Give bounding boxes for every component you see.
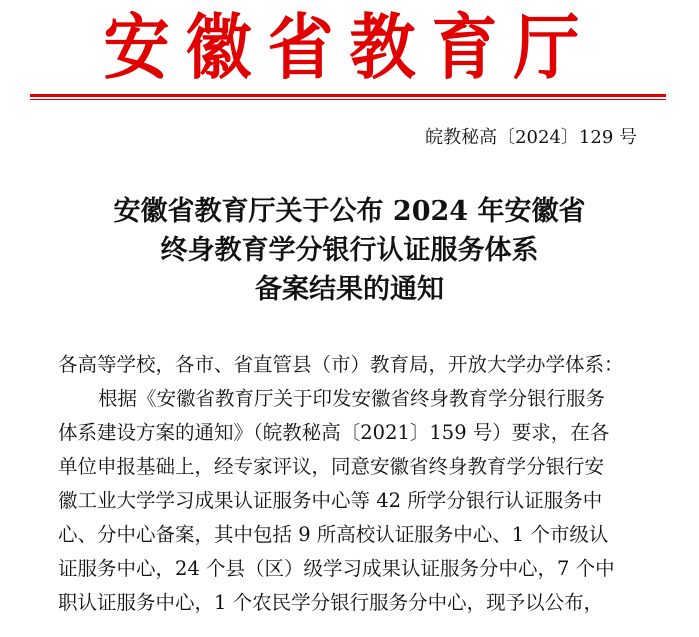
body-line: 根据《安徽省教育厅关于印发安徽省终身教育学分银行服务 bbox=[98, 387, 606, 410]
title-line-3: 备案结果的通知 bbox=[255, 274, 444, 305]
document-title bbox=[0, 192, 699, 309]
body-line: 单位申报基础上，经专家评议，同意安徽省终身教育学分银行安 bbox=[58, 455, 605, 478]
body-line: 徽工业大学学习成果认证服务中心等 42 所学分银行认证服务中 bbox=[58, 489, 603, 512]
salutation: 各高等学校，各市、省直管县（市）教育局，开放大学办学体系： bbox=[58, 353, 624, 376]
body-line: 体系建设方案的通知》（皖教秘高〔2021〕159 号）要求，在各 bbox=[58, 421, 610, 444]
red-divider-thin bbox=[30, 99, 666, 100]
red-divider-thick bbox=[30, 94, 666, 97]
body-text bbox=[58, 382, 678, 620]
body-line: 职认证服务中心，1 个农民学分银行服务分中心，现予以公布， bbox=[58, 591, 604, 614]
body-line: 心、分中心备案，其中包括 9 所高校认证服务中心、1 个市级认 bbox=[58, 523, 609, 546]
title-line-1: 安徽省教育厅关于公布 2024 年安徽省 bbox=[113, 196, 586, 227]
document-number: 皖教秘高〔2024〕129 号 bbox=[425, 127, 637, 148]
issuer-heading: 安徽省教育厅 bbox=[103, 5, 596, 90]
body-line: 证服务中心，24 个县（区）级学习成果认证服务分中心，7 个中 bbox=[58, 557, 615, 580]
title-line-2: 终身教育学分银行认证服务体系 bbox=[160, 235, 539, 266]
